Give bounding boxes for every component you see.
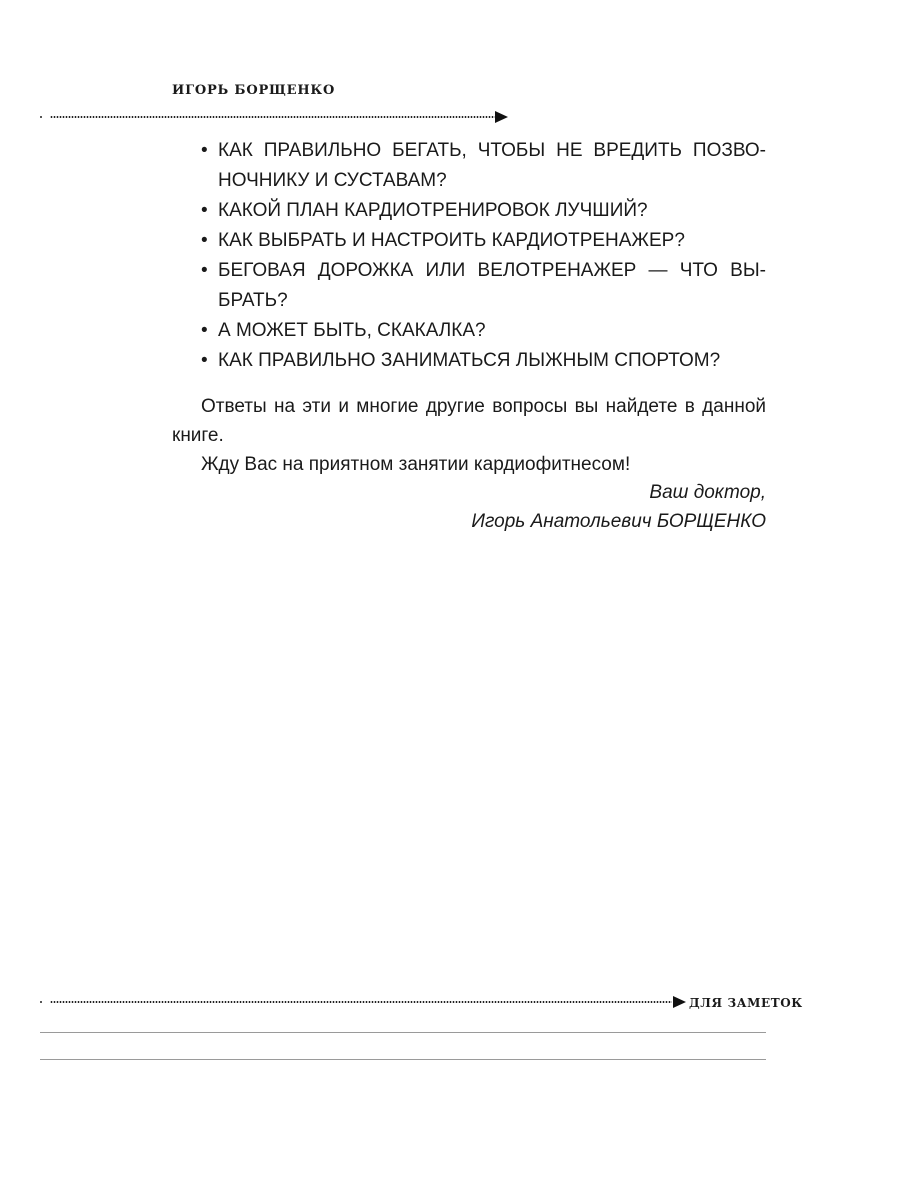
bullet-icon: •: [201, 320, 208, 341]
question-text: БЕГОВАЯ ДОРОЖКА ИЛИ ВЕЛОТРЕНАЖЕР — ЧТО ВЫБРАТЬ?: [218, 260, 766, 311]
bullet-icon: •: [201, 260, 208, 281]
question-text: КАК ПРАВИЛЬНО БЕГАТЬ, ЧТОБЫ НЕ ВРЕДИТЬ ПОЗВОНОЧНИКУ И СУСТАВАМ?: [218, 140, 766, 191]
notes-dotted-arrow: [40, 996, 680, 1008]
arrowhead-icon: [673, 996, 686, 1008]
list-item: [201, 196, 766, 226]
arrowhead-icon: [495, 111, 508, 123]
notes-ruled-line: [40, 1059, 766, 1060]
dotted-line: [50, 1001, 672, 1003]
bullet-icon: •: [201, 200, 208, 221]
question-text: А МОЖЕТ БЫТЬ, СКАКАЛКА?: [218, 320, 486, 341]
question-list: [201, 136, 766, 376]
signature-name: Игорь Анатольевич БОРЩЕНКО: [471, 511, 766, 532]
closing-paragraph: Жду Вас на приятном занятии кардиофитнесом!: [201, 454, 631, 475]
leading-dot: [40, 116, 42, 118]
list-item: [201, 136, 766, 196]
notes-ruled-line: [40, 1032, 766, 1033]
signature-greeting: Ваш доктор,: [649, 482, 766, 503]
notes-label: ДЛЯ ЗАМЕТОК: [689, 996, 803, 1010]
bullet-icon: •: [201, 140, 208, 161]
running-head: ИГОРЬ БОРЩЕНКО: [172, 83, 336, 98]
list-item: [201, 316, 766, 346]
question-text: КАКОЙ ПЛАН КАРДИОТРЕНИРОВОК ЛУЧШИЙ?: [218, 200, 648, 221]
question-text: КАК ПРАВИЛЬНО ЗАНИМАТЬСЯ ЛЫЖНЫМ СПОРТОМ?: [218, 350, 721, 371]
list-item: [201, 346, 766, 376]
list-item: [201, 256, 766, 316]
bullet-icon: •: [201, 230, 208, 251]
header-dotted-arrow: [40, 111, 470, 123]
question-text: КАК ВЫБРАТЬ И НАСТРОИТЬ КАРДИОТРЕНАЖЕР?: [218, 230, 685, 251]
leading-dot: [40, 1001, 42, 1003]
answers-paragraph: Ответы на эти и многие другие вопросы вы найдете в данной книге.: [172, 396, 766, 446]
dotted-line: [50, 116, 495, 118]
list-item: [201, 226, 766, 256]
bullet-icon: •: [201, 350, 208, 371]
